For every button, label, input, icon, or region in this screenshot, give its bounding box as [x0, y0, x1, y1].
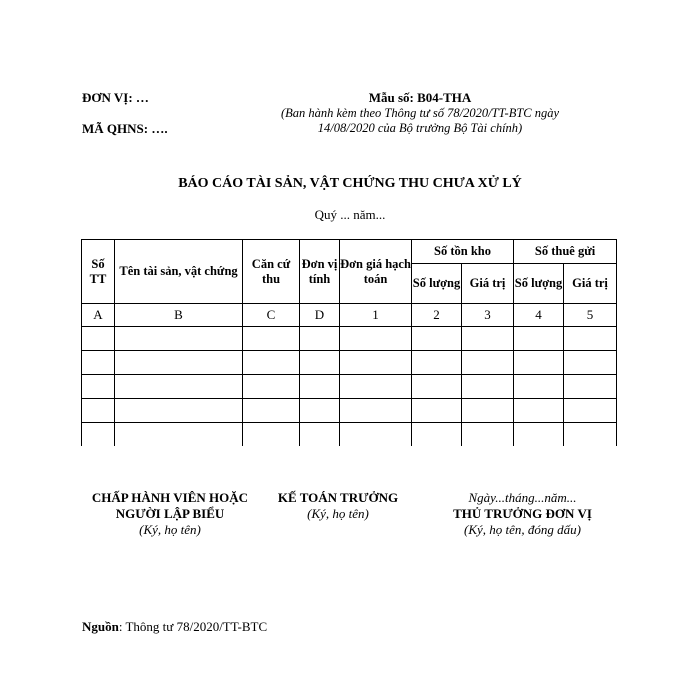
code-cell: A: [82, 304, 115, 327]
code-cell: 1: [340, 304, 412, 327]
signature-chief-accountant-note: (Ký, họ tên): [307, 506, 369, 521]
code-cell: 4: [514, 304, 564, 327]
issued-note-line1: (Ban hành kèm theo Thông tư số 78/2020/TT-BTC ngày: [280, 106, 560, 120]
code-cell: D: [300, 304, 340, 327]
signature-executor-title-2: NGƯỜI LẬP BIỂU: [115, 506, 225, 521]
source-label: Nguồn: [82, 619, 119, 634]
code-cell: 3: [462, 304, 514, 327]
table-row: [82, 375, 617, 399]
col-header-stt: Số TT: [82, 240, 115, 304]
code-cell: 2: [412, 304, 462, 327]
signature-executor-note: (Ký, họ tên): [139, 522, 201, 537]
table-row: [82, 327, 617, 351]
signature-executor-title-1: CHẤP HÀNH VIÊN HOẶC: [91, 490, 249, 505]
source-note: [82, 619, 267, 635]
col-header-price: Đơn giá hạch toán: [340, 240, 412, 304]
report-period: Quý ... năm...: [314, 207, 386, 222]
report-table: [81, 239, 617, 446]
sub-header-stock-value: Giá trị: [462, 264, 514, 304]
sub-header-stock-qty: Số lượng: [412, 264, 462, 304]
signature-chief-accountant-title: KẾ TOÁN TRƯỞNG: [277, 490, 399, 505]
group-header-stock: Số tồn kho: [412, 240, 514, 264]
table-row: [82, 423, 617, 446]
col-header-basis: Căn cứ thu: [243, 240, 300, 304]
group-header-rent: Số thuê gửi: [514, 240, 617, 264]
col-header-unit: Đơn vị tính: [300, 240, 340, 304]
signature-executor: [70, 490, 270, 538]
column-code-row: [82, 304, 617, 327]
signature-head-note: (Ký, họ tên, đóng dấu): [464, 522, 581, 537]
unit-label: ĐƠN VỊ: …: [82, 90, 149, 105]
form-number: Mẫu số: B04-THA: [368, 90, 472, 105]
table-row: [82, 351, 617, 375]
issued-note-line2: 14/08/2020 của Bộ trưởng Bộ Tài chính): [317, 121, 523, 135]
col-header-name: Tên tài sản, vật chứng: [115, 240, 243, 304]
code-cell: C: [243, 304, 300, 327]
report-title: BÁO CÁO TÀI SẢN, VẬT CHỨNG THU CHƯA XỬ LÝ: [178, 176, 522, 191]
code-cell: B: [115, 304, 243, 327]
signature-head-of-unit: [420, 490, 625, 538]
signature-date: Ngày...tháng...năm...: [468, 490, 577, 505]
signature-chief-accountant: [263, 490, 413, 522]
qhns-label: MÃ QHNS: ….: [82, 121, 168, 136]
code-cell: 5: [564, 304, 617, 327]
source-text: : Thông tư 78/2020/TT-BTC: [118, 619, 268, 634]
signature-head-title: THỦ TRƯỞNG ĐƠN VỊ: [453, 506, 592, 521]
table-row: [82, 399, 617, 423]
sub-header-rent-qty: Số lượng: [514, 264, 564, 304]
header-row-1: [82, 240, 617, 264]
sub-header-rent-value: Giá trị: [564, 264, 617, 304]
